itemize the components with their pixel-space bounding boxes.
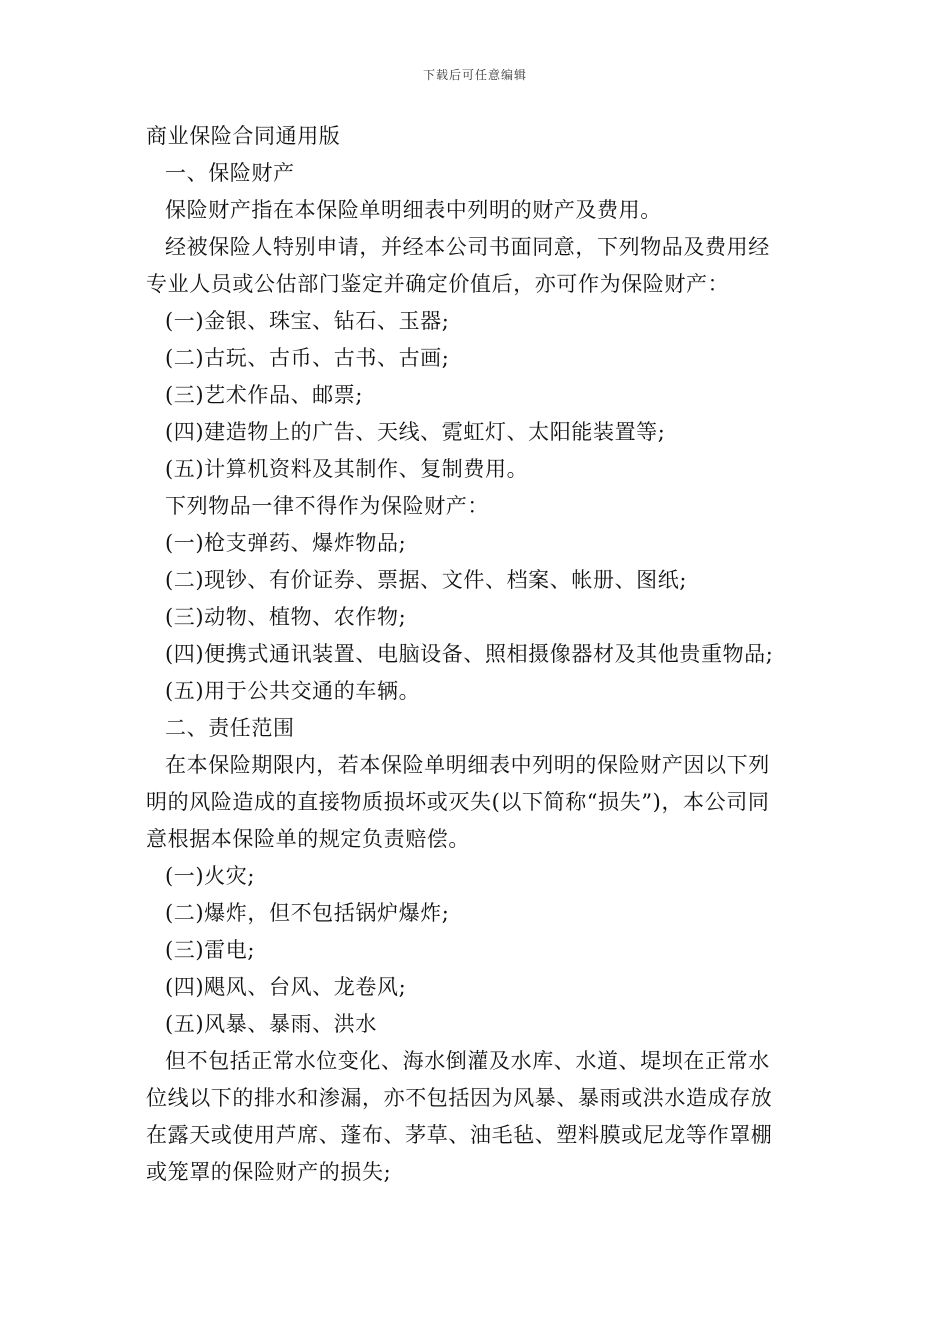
text-line: 保险财产指在本保险单明细表中列明的财产及费用。 (165, 198, 662, 222)
text-line: 意根据本保险单的规定负责赔偿。 (146, 827, 470, 851)
text-line: 一、保险财产 (165, 161, 295, 185)
text-line: (五)风暴、暴雨、洪水 (165, 1012, 377, 1036)
text-line: (二)现钞、有价证券、票据、文件、档案、帐册、图纸; (165, 568, 688, 592)
text-line: 专业人员或公估部门鉴定并确定价值后，亦可作为保险财产： (146, 272, 730, 296)
text-line: (五)计算机资料及其制作、复制费用。 (165, 457, 529, 481)
text-line: 在露天或使用芦席、蓬布、茅草、油毛毡、塑料膜或尼龙等作罩棚 (146, 1123, 773, 1147)
text-line: (一)枪支弹药、爆炸物品; (165, 531, 407, 555)
text-line: (四)便携式通讯装置、电脑设备、照相摄像器材及其他贵重物品; (165, 642, 774, 666)
text-line: 明的风险造成的直接物质损坏或灭失(以下简称“损失”)，本公司同 (146, 790, 770, 814)
text-line: 位线以下的排水和渗漏，亦不包括因为风暴、暴雨或洪水造成存放 (146, 1086, 773, 1110)
text-line: 在本保险期限内，若本保险单明细表中列明的保险财产因以下列 (165, 753, 770, 777)
document-title: 商业保险合同通用版 (146, 124, 341, 148)
text-line: (二)爆炸，但不包括锅炉爆炸; (165, 901, 450, 925)
text-line: (三)艺术作品、邮票; (165, 383, 364, 407)
text-line: (四)飓风、台风、龙卷风; (165, 975, 407, 999)
text-line: 但不包括正常水位变化、海水倒灌及水库、水道、堤坝在正常水 (165, 1049, 770, 1073)
text-line: (一)火灾; (165, 864, 256, 888)
text-line: (四)建造物上的广告、天线、霓虹灯、太阳能装置等; (165, 420, 666, 444)
text-line: 二、责任范围 (165, 716, 295, 740)
text-line: (二)古玩、古币、古书、古画; (165, 346, 450, 370)
text-line: (三)动物、植物、农作物; (165, 605, 407, 629)
text-line: 经被保险人特别申请，并经本公司书面同意，下列物品及费用经 (165, 235, 770, 259)
page-header: 下载后可任意编辑 (422, 68, 527, 82)
document-body (146, 118, 810, 1191)
paragraph-lines (146, 155, 810, 1191)
text-line: 或笼罩的保险财产的损失; (146, 1160, 392, 1184)
text-line: (一)金银、珠宝、钻石、玉器; (165, 309, 450, 333)
text-line: (三)雷电; (165, 938, 256, 962)
text-line: 下列物品一律不得作为保险财产： (165, 494, 489, 518)
text-line: (五)用于公共交通的车辆。 (165, 679, 421, 703)
